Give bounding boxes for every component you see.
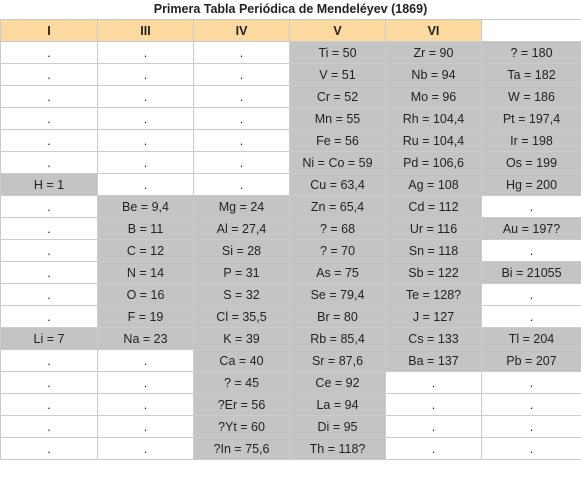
element-cell: ?Yt = 60 <box>194 416 290 438</box>
empty-cell: . <box>98 394 194 416</box>
column-header <box>482 20 581 42</box>
empty-cell: . <box>482 196 581 218</box>
empty-cell: . <box>98 130 194 152</box>
element-cell: C = 12 <box>98 240 194 262</box>
empty-cell: . <box>1 130 98 152</box>
table-row <box>1 218 581 240</box>
table-row <box>1 394 581 416</box>
column-header: V <box>290 20 386 42</box>
empty-cell: . <box>1 86 98 108</box>
element-cell: Ru = 104,4 <box>386 130 482 152</box>
element-cell: H = 1 <box>1 174 98 196</box>
element-cell: Ni = Co = 59 <box>290 152 386 174</box>
element-cell: Ta = 182 <box>482 64 581 86</box>
table-row <box>1 42 581 64</box>
element-cell: Ur = 116 <box>386 218 482 240</box>
empty-cell: . <box>194 130 290 152</box>
element-cell: Sn = 118 <box>386 240 482 262</box>
element-cell: Mg = 24 <box>194 196 290 218</box>
table-title: Primera Tabla Periódica de Mendeléyev (1869) <box>153 2 428 16</box>
table-row <box>1 174 581 196</box>
table-row <box>1 240 581 262</box>
empty-cell: . <box>482 284 581 306</box>
element-cell: P = 31 <box>194 262 290 284</box>
element-cell: Te = 128? <box>386 284 482 306</box>
element-cell: Ba = 137 <box>386 350 482 372</box>
element-cell: Cd = 112 <box>386 196 482 218</box>
empty-cell: . <box>194 152 290 174</box>
element-cell: N = 14 <box>98 262 194 284</box>
element-cell: Bi = 21055 <box>482 262 581 284</box>
element-cell: Pb = 207 <box>482 350 581 372</box>
empty-cell: . <box>194 174 290 196</box>
table-row <box>1 438 581 460</box>
empty-cell: . <box>386 372 482 394</box>
empty-cell: . <box>98 372 194 394</box>
element-cell: Ag = 108 <box>386 174 482 196</box>
empty-cell: . <box>1 438 98 460</box>
table-row <box>1 108 581 130</box>
element-cell: J = 127 <box>386 306 482 328</box>
element-cell: Ce = 92 <box>290 372 386 394</box>
empty-cell: . <box>482 240 581 262</box>
element-cell: ? = 45 <box>194 372 290 394</box>
table-row <box>1 262 581 284</box>
empty-cell: . <box>482 438 581 460</box>
element-cell: Rh = 104,4 <box>386 108 482 130</box>
element-cell: La = 94 <box>290 394 386 416</box>
element-cell: ? = 70 <box>290 240 386 262</box>
element-cell: V = 51 <box>290 64 386 86</box>
element-cell: B = 11 <box>98 218 194 240</box>
table-row <box>1 86 581 108</box>
empty-cell: . <box>1 350 98 372</box>
empty-cell: . <box>1 372 98 394</box>
empty-cell: . <box>1 416 98 438</box>
element-cell: Fe = 56 <box>290 130 386 152</box>
element-cell: Au = 197? <box>482 218 581 240</box>
empty-cell: . <box>1 262 98 284</box>
element-cell: Se = 79,4 <box>290 284 386 306</box>
empty-cell: . <box>194 42 290 64</box>
column-header: III <box>98 20 194 42</box>
empty-cell: . <box>1 284 98 306</box>
periodic-table <box>0 19 581 460</box>
element-cell: Zr = 90 <box>386 42 482 64</box>
empty-cell: . <box>1 306 98 328</box>
element-cell: Zn = 65,4 <box>290 196 386 218</box>
element-cell: Be = 9,4 <box>98 196 194 218</box>
empty-cell: . <box>98 416 194 438</box>
element-cell: Hg = 200 <box>482 174 581 196</box>
element-cell: Cs = 133 <box>386 328 482 350</box>
element-cell: Cu = 63,4 <box>290 174 386 196</box>
element-cell: F = 19 <box>98 306 194 328</box>
empty-cell: . <box>1 240 98 262</box>
empty-cell: . <box>482 306 581 328</box>
empty-cell: . <box>98 86 194 108</box>
element-cell: Sr = 87,6 <box>290 350 386 372</box>
empty-cell: . <box>386 438 482 460</box>
table-row <box>1 64 581 86</box>
table-row <box>1 196 581 218</box>
column-header: I <box>1 20 98 42</box>
element-cell: As = 75 <box>290 262 386 284</box>
column-header: IV <box>194 20 290 42</box>
element-cell: Th = 118? <box>290 438 386 460</box>
element-cell: Mo = 96 <box>386 86 482 108</box>
element-cell: Tl = 204 <box>482 328 581 350</box>
empty-cell: . <box>1 42 98 64</box>
empty-cell: . <box>1 64 98 86</box>
element-cell: Pt = 197,4 <box>482 108 581 130</box>
table-row <box>1 328 581 350</box>
empty-cell: . <box>482 372 581 394</box>
empty-cell: . <box>1 218 98 240</box>
empty-cell: . <box>98 350 194 372</box>
table-row <box>1 130 581 152</box>
element-cell: Na = 23 <box>98 328 194 350</box>
element-cell: Al = 27,4 <box>194 218 290 240</box>
element-cell: W = 186 <box>482 86 581 108</box>
element-cell: Di = 95 <box>290 416 386 438</box>
empty-cell: . <box>98 42 194 64</box>
element-cell: Ca = 40 <box>194 350 290 372</box>
header-row <box>1 20 581 42</box>
element-cell: ?In = 75,6 <box>194 438 290 460</box>
element-cell: Rb = 85,4 <box>290 328 386 350</box>
empty-cell: . <box>1 394 98 416</box>
empty-cell: . <box>98 152 194 174</box>
table-row <box>1 350 581 372</box>
column-header: VI <box>386 20 482 42</box>
element-cell: S = 32 <box>194 284 290 306</box>
element-cell: Mn = 55 <box>290 108 386 130</box>
empty-cell: . <box>386 416 482 438</box>
empty-cell: . <box>386 394 482 416</box>
empty-cell: . <box>1 108 98 130</box>
empty-cell: . <box>482 416 581 438</box>
table-row <box>1 416 581 438</box>
element-cell: Ir = 198 <box>482 130 581 152</box>
empty-cell: . <box>98 438 194 460</box>
empty-cell: . <box>98 64 194 86</box>
table-row <box>1 372 581 394</box>
empty-cell: . <box>98 108 194 130</box>
element-cell: K = 39 <box>194 328 290 350</box>
empty-cell: . <box>194 86 290 108</box>
element-cell: Nb = 94 <box>386 64 482 86</box>
element-cell: ? = 180 <box>482 42 581 64</box>
table-row <box>1 284 581 306</box>
empty-cell: . <box>194 64 290 86</box>
element-cell: ? = 68 <box>290 218 386 240</box>
element-cell: O = 16 <box>98 284 194 306</box>
element-cell: Si = 28 <box>194 240 290 262</box>
table-row <box>1 306 581 328</box>
element-cell: Cl = 35,5 <box>194 306 290 328</box>
empty-cell: . <box>482 394 581 416</box>
element-cell: Pd = 106,6 <box>386 152 482 174</box>
empty-cell: . <box>1 152 98 174</box>
empty-cell: . <box>98 174 194 196</box>
element-cell: Li = 7 <box>1 328 98 350</box>
table-row <box>1 152 581 174</box>
element-cell: Sb = 122 <box>386 262 482 284</box>
empty-cell: . <box>194 108 290 130</box>
element-cell: Br = 80 <box>290 306 386 328</box>
element-cell: ?Er = 56 <box>194 394 290 416</box>
empty-cell: . <box>1 196 98 218</box>
element-cell: Ti = 50 <box>290 42 386 64</box>
element-cell: Os = 199 <box>482 152 581 174</box>
element-cell: Cr = 52 <box>290 86 386 108</box>
